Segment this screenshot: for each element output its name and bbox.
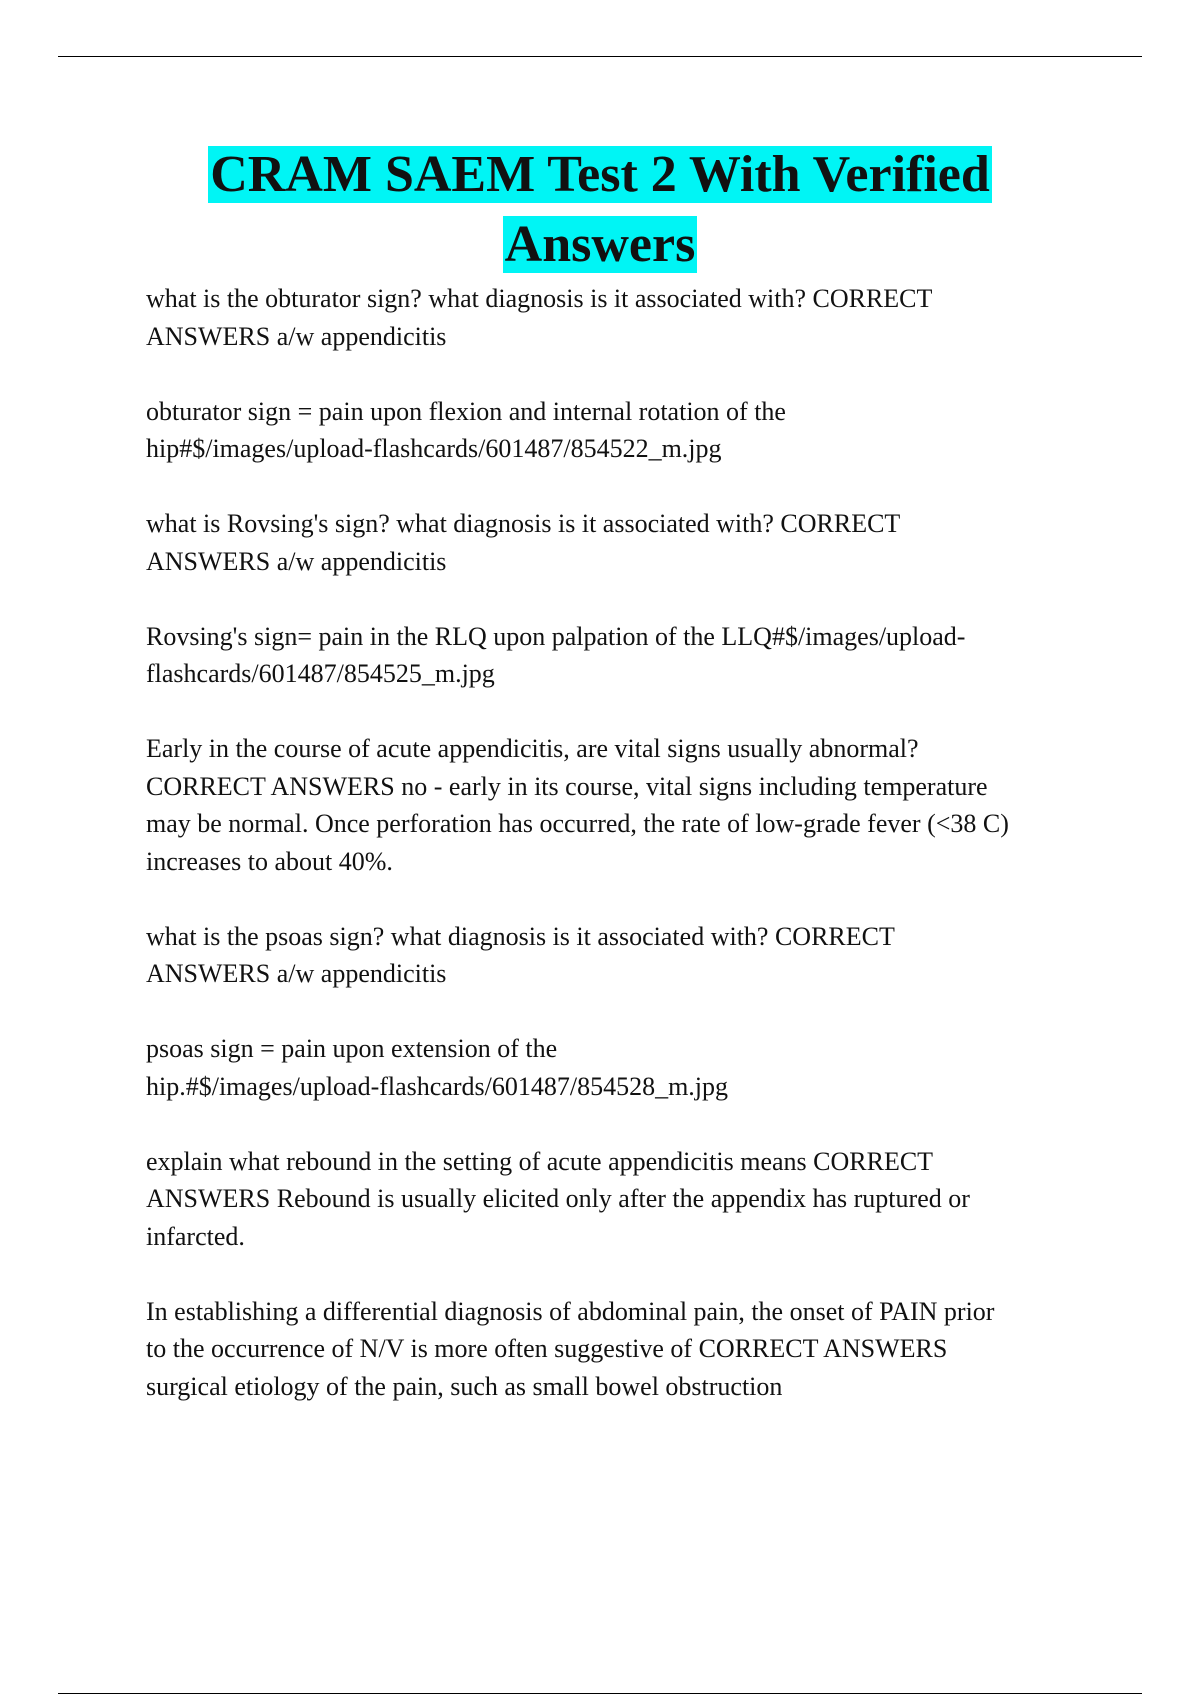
paragraph-line: obturator sign = pain upon flexion and internal rotation of the [146,396,786,426]
paragraph-line: Early in the course of acute appendicitis, are vital signs usually abnormal? [146,734,919,763]
paragraph-line: ANSWERS a/w appendicitis [146,546,447,576]
paragraph-line: explain what rebound in the setting of acute appendicitis means CORRECT [146,1146,934,1176]
paragraph-line: ANSWERS a/w appendicitis [146,959,447,988]
qa-paragraph [146,393,1096,468]
qa-paragraph [146,730,1096,880]
paragraph-line: to the occurrence of N/V is more often suggestive of CORRECT ANSWERS [146,1334,948,1363]
title-line-1: CRAM SAEM Test 2 With Verified [210,146,990,203]
paragraph-line: what is the psoas sign? what diagnosis is it associated with? CORRECT [146,921,895,951]
paragraph-line: hip.#$/images/upload-flashcards/601487/854528_m.jpg [146,1071,729,1101]
paragraph-line: what is Rovsing's sign? what diagnosis is it associated with? CORRECT [146,509,901,538]
qa-paragraph [146,1030,1096,1105]
qa-paragraph [146,618,1096,693]
page-title [0,140,1200,280]
qa-paragraph [146,918,1096,993]
paragraph-line: ANSWERS Rebound is usually elicited only after the appendix has ruptured or [146,1184,970,1213]
paragraph-line: surgical etiology of the pain, such as small bowel obstruction [146,1371,783,1401]
paragraph-line: In establishing a differential diagnosis of abdominal pain, the onset of PAIN prior [146,1296,995,1326]
paragraph-line: hip#$/images/upload-flashcards/601487/854522_m.jpg [146,434,722,463]
document-body [146,280,1096,1443]
paragraph-line: may be normal. Once perforation has occurred, the rate of low-grade fever (<38 C) [146,809,1009,838]
paragraph-line: ANSWERS a/w appendicitis [146,321,447,351]
paragraph-line: Rovsing's sign= pain in the RLQ upon palpation of the LLQ#$/images/upload- [146,621,966,651]
paragraph-line: infarcted. [146,1221,245,1251]
footer-rule [58,1693,1142,1694]
header-rule [58,56,1142,57]
qa-paragraph [146,1143,1096,1256]
qa-paragraph [146,505,1096,580]
title-line-2: Answers [504,216,696,273]
qa-paragraph [146,280,1096,355]
paragraph-line: psoas sign = pain upon extension of the [146,1034,558,1063]
paragraph-line: increases to about 40%. [146,846,393,876]
paragraph-line: what is the obturator sign? what diagnosis is it associated with? CORRECT [146,284,933,313]
paragraph-line: CORRECT ANSWERS no - early in its course, vital signs including temperature [146,771,988,801]
paragraph-line: flashcards/601487/854525_m.jpg [146,659,495,688]
qa-paragraph [146,1293,1096,1406]
